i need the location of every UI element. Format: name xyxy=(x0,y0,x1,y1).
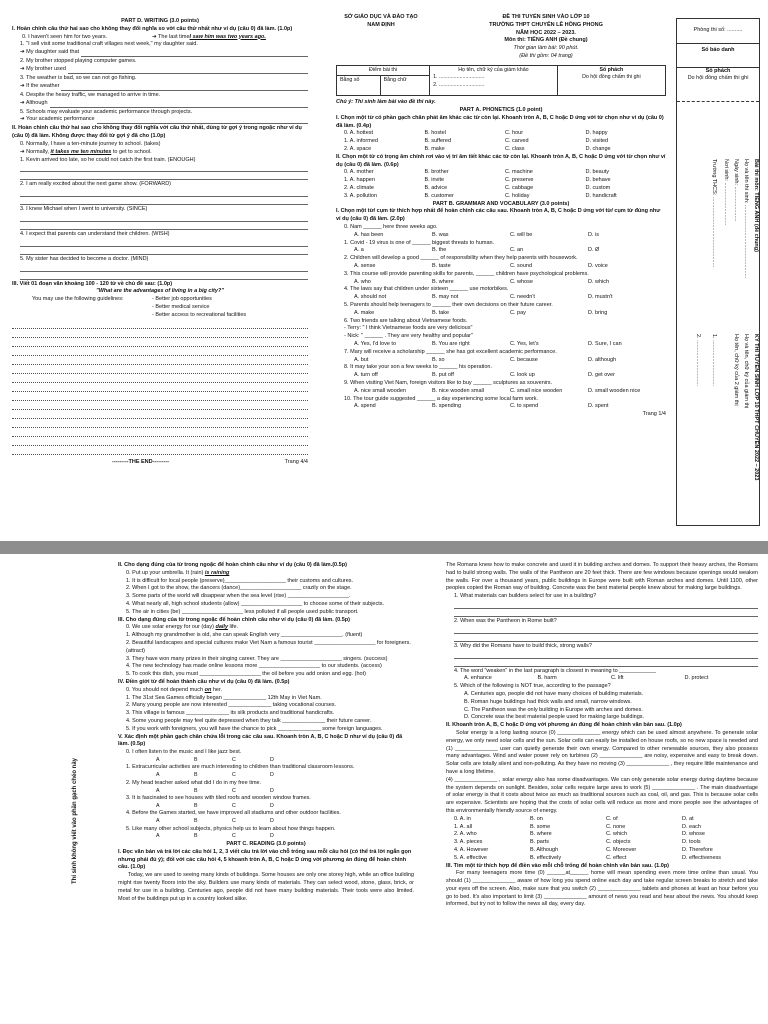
option[interactable]: D. is xyxy=(588,231,599,238)
p2-sec4-heading: IV. Điền giới từ để hoàn thành câu như ví dụ (câu 0) đã làm. (0.5p) xyxy=(118,678,290,685)
example-answer: I saw him was two years ago. xyxy=(189,33,266,40)
department-block xyxy=(336,14,426,61)
reading-q4: 4. The word "weaken" in the last paragraph is closest in meaning to ____________ xyxy=(454,667,656,674)
verb-form-item-3[interactable]: 3. Some parts of the world will disappear when the sea level (rise) ____________________. xyxy=(126,593,351,600)
p2-sec4-example-post: her. xyxy=(211,686,223,693)
room-number[interactable]: Phòng thi số: .......... xyxy=(677,19,759,44)
option[interactable]: A. should not xyxy=(354,294,387,301)
page-number-1: Trang 1/4 xyxy=(642,411,666,418)
note: Chú ý: Thí sinh làm bài vào đề thi này. xyxy=(336,99,436,106)
error-question: 3. It is fascinated to see houses with tiled roofs and wooden window frames. xyxy=(126,795,311,802)
verb-form-item-5[interactable]: 5. The air in cities (be) ____________________ less polluted if all people used public transport. xyxy=(126,608,359,615)
part-d-sec1-example xyxy=(12,34,308,42)
option[interactable]: D. at xyxy=(682,815,694,822)
d1-item-2-q: 2. My brother stopped playing computer games. xyxy=(20,58,137,65)
verb-form-item-2[interactable]: 2. When I got to the show, the dancers (dance)____________________ crazily on the stage. xyxy=(126,585,352,592)
reading-q2: 2. When was the Pantheon in Rome built? xyxy=(454,617,557,624)
margin-exam-name: KỲ THI TUYỂN SINH LỚP 10 THPT CHUYÊN 2022 – 2023 xyxy=(753,334,759,481)
option-letter[interactable]: B xyxy=(194,833,198,840)
error-options[interactable] xyxy=(156,757,414,765)
option[interactable]: D. effectiveness xyxy=(682,854,722,861)
answer-line[interactable] xyxy=(20,215,308,222)
grammar-options[interactable] xyxy=(344,279,666,287)
option[interactable]: B. effectively xyxy=(530,854,562,861)
margin-dob[interactable]: Ngày sinh: ....................... xyxy=(733,159,739,222)
d1-item-3-a: ➔ If the weather xyxy=(20,82,60,89)
option[interactable]: C. because xyxy=(510,356,538,363)
margin-invigilators-note: Họ tên, chữ ký của 2 giám thị xyxy=(733,334,739,406)
option[interactable]: C. pay xyxy=(510,309,526,316)
no-write-notice: Thí sinh không viết vào phần gạch chéo này xyxy=(72,757,78,884)
grammar-question: 8. It may take your son a few weeks to ______ his operation. xyxy=(344,364,492,371)
option[interactable]: B. where xyxy=(530,831,552,838)
p2-sec2-heading: II. Cho dạng đúng của từ trong ngoặc để hoàn chỉnh câu như ví dụ (câu 0) đã làm.(0.5p) xyxy=(118,562,347,568)
option-letter[interactable]: B xyxy=(194,787,198,794)
option[interactable]: B. spending xyxy=(432,403,462,410)
grammar-question: 2. Children will develop a good ______ of responsibility when they help parents with housework. xyxy=(344,255,578,262)
d2-example-prefix: ➔ Normally, xyxy=(20,148,51,155)
option-letter[interactable]: B xyxy=(194,802,198,809)
cloze-row[interactable] xyxy=(454,816,758,824)
option-letter[interactable]: A xyxy=(156,787,160,794)
d2-example-suffix: to get to school. xyxy=(111,148,152,155)
d2-item-3: 3. I knew Michael when I went to university. (SINCE) xyxy=(20,206,148,213)
exam-pages: (Đề thi gồm: 04 trang) xyxy=(519,52,573,59)
option[interactable]: B. was xyxy=(432,231,449,238)
option[interactable]: C. an xyxy=(510,247,524,254)
option-letter[interactable]: D xyxy=(270,833,274,840)
stress-row-2[interactable]: 2. A. climate B. advice C. cabbage D. custom xyxy=(344,185,611,192)
page-number-4: Trang 4/4 xyxy=(284,458,308,465)
grammar-question: 5. Parents should help teenagers to ______ their own decisions on their future career. xyxy=(344,302,553,309)
grammar-options[interactable] xyxy=(344,294,666,302)
margin-invigilators: Họ và tên, chữ ký của giám thị xyxy=(743,334,749,409)
option[interactable]: C. to spend xyxy=(510,403,539,410)
option[interactable]: 0. A. in xyxy=(454,815,471,822)
margin-invigilator-1[interactable]: 1. .............................. xyxy=(711,334,717,386)
option[interactable]: B. You are right xyxy=(432,341,470,347)
option[interactable]: D. spent xyxy=(588,403,609,410)
essay-writing-area[interactable] xyxy=(12,322,308,455)
option[interactable]: D. whose xyxy=(682,831,705,838)
answer-line[interactable] xyxy=(20,165,308,172)
option-letter[interactable]: A xyxy=(156,818,160,825)
p2-sec3-example: 0. We use solar energy for our (day) xyxy=(126,624,216,631)
margin-code-label: Số phách xyxy=(705,67,731,74)
grammar-question: 4. The laws say that children under sixteen ______ use motorbikes. xyxy=(344,286,509,293)
option[interactable]: C. which xyxy=(606,831,628,838)
part-d-sec3-heading: III. Viết 01 đoạn văn khoảng 100 - 120 từ về chủ đề sau: (1.0p) xyxy=(12,280,173,287)
d1-item-4-q: 4. Despite the heavy traffic, we managed to arrive in time. xyxy=(20,91,161,98)
option-letter[interactable]: A xyxy=(156,756,160,763)
verb-form-item-4[interactable]: 4. What nearly all, high school students (allow) ____________________ to choose some of their subjects. xyxy=(126,600,385,607)
option[interactable]: A. make xyxy=(354,309,375,316)
reading-q4-options[interactable]: A. enhance B. harm C. lift D. protect xyxy=(464,675,709,682)
phonetics-row-2[interactable]: 2. A. space B. make C. class D. change xyxy=(344,146,611,153)
grammar-options[interactable] xyxy=(344,232,666,240)
answer-line[interactable] xyxy=(454,602,758,609)
error-options[interactable] xyxy=(156,803,414,811)
exam-title-1: ĐỀ THI TUYỂN SINH VÀO LỚP 10 xyxy=(502,14,590,20)
option-letter[interactable]: D xyxy=(270,802,274,809)
answer-line[interactable] xyxy=(50,101,308,108)
part-d-sec1-items xyxy=(12,41,308,125)
score-numeric[interactable]: Bằng số xyxy=(337,76,381,96)
guideline-2: - Better medical service xyxy=(152,303,210,310)
option[interactable]: D. Therefore xyxy=(682,846,713,853)
exam-time: Thời gian làm bài: 90 phút. xyxy=(513,45,579,52)
option[interactable]: C. sound xyxy=(510,263,533,270)
d1-item-2-a: ➔ My brother used xyxy=(20,65,66,72)
error-options[interactable] xyxy=(156,788,414,796)
error-options[interactable] xyxy=(156,772,414,780)
d1-item-5-a: ➔ Your academic performance xyxy=(20,116,95,123)
word-form-item-3[interactable]: 3. They have won many prizes in their singing career. They are ____________________ singers. (success) xyxy=(126,655,388,662)
cloze-row[interactable] xyxy=(454,847,758,855)
examiners-cell xyxy=(430,65,558,96)
option[interactable]: B. on xyxy=(530,815,543,822)
code-sub: Do hội đồng chấm thi ghi xyxy=(582,74,641,81)
option[interactable]: C. Moreover xyxy=(606,846,637,853)
exam-title-block xyxy=(426,14,666,61)
p2-sec3-example-post: life. xyxy=(228,624,239,631)
solar-passage: Solar energy is a long lasting source (0) ______________ energy which can be used almost anywhere. To generate solar energy, we only need solar cells and the sun. Solar cells can easily be installed on house roofs, so no new space is needed and (1) ______________ user can quietly generate their own energy. Compared to other renewable sources, they also possess many advantages. Wind and water power rely on turbines (2) ______________ are noisy, expensive and easy to break down. Solar cells are totally silent and non-polluting. As they have no moving (3) ______________ , they require little maintenance and have a long lifetime. (4) ______________ , solar energy also has some disadvantages. We can only generate solar energy during daytime because the system depends on sunlight. Besides, solar cells require large area to work (5) ______________ . The main disadvantage of solar energy is that it costs about twice as much as traditional sources such as coal, oil, and gas. This is because solar cells are expensive. Scientists are hoping that the costs of solar cells will reduce as more and more people see the advantages of this environmentally friendly source of energy. xyxy=(446,729,758,814)
option[interactable]: C. whose xyxy=(510,278,533,285)
p2-sec4-example: 0. You should not depend much xyxy=(126,686,205,693)
answer-line[interactable] xyxy=(20,173,308,180)
d2-item-1: 1. Kevin arrived too late, so he could not catch the first train. (ENOUGH) xyxy=(20,156,196,163)
d2-example-answer: it takes me ten minutes xyxy=(50,148,112,155)
option[interactable]: B. nice wooden small xyxy=(432,387,484,394)
part-a-sec2-heading: II. Chọn một từ có trọng âm chính rơi vào vị trí âm tiết khác các từ còn lại. Khoanh tròn A, B, C hoặc D ứng với từ chọn như ví dụ (câu 0) đã làm. (0.6p) xyxy=(336,153,666,168)
candidate-number[interactable]: Số báo danh xyxy=(677,44,759,68)
option[interactable]: A. nice small wooden xyxy=(354,387,406,394)
reading-q5: 5. Which of the following is NOT true, according to the passage? xyxy=(454,683,611,690)
examiners-label: Họ tên, chữ ký của giám khảo xyxy=(458,66,529,73)
margin-subject: Bài thi môn: TIẾNG ANH (đề chung) xyxy=(753,159,759,252)
preposition-item-3[interactable]: 3. This village is famous ______________ its silk products and traditional handicrafts. xyxy=(126,710,335,717)
option-letter[interactable]: C xyxy=(232,772,236,779)
d2-example-q: 0. Normally, I have a ten-minute journey to school. (takes) xyxy=(20,140,161,147)
option[interactable]: B. parts xyxy=(530,839,549,846)
option[interactable]: C. will be xyxy=(510,231,533,238)
option[interactable]: D. small wooden nice xyxy=(588,387,641,394)
part-b-sec1-heading: I. Chọn một từ/ cụm từ thích hợp nhất để hoàn chỉnh các câu sau. Khoanh tròn A, B, C hoặc D ứng với từ/ cụm từ đúng như ví dụ (câu 0) đã làm. (2.0p) xyxy=(336,208,661,223)
answer-line[interactable] xyxy=(454,660,758,667)
option-letter[interactable]: C xyxy=(232,787,236,794)
option[interactable]: C. effect xyxy=(606,854,627,861)
option[interactable]: C. Yes, let's xyxy=(510,341,539,347)
answer-line[interactable] xyxy=(454,627,758,634)
p2-sec3-heading: III. Cho dạng đúng của từ trong ngoặc để hoàn chỉnh câu như ví dụ (câu 0) đã làm. (0.5p) xyxy=(118,616,350,623)
cloze-row[interactable] xyxy=(454,831,758,839)
grammar-options[interactable] xyxy=(344,357,666,365)
option[interactable]: D. voice xyxy=(588,263,608,270)
grammar-items xyxy=(336,224,666,411)
word-form-item-4[interactable]: 4. The new technology has made online lessons more ____________________ to our students. (access) xyxy=(126,663,382,670)
answer-line[interactable] xyxy=(20,248,308,255)
d2-item-2: 2. I am really excited about the next game show. (FORWARD) xyxy=(20,181,172,188)
department-line-1: SỞ GIÁO DỤC VÀ ĐÀO TẠO xyxy=(344,14,418,20)
option[interactable]: 5. A. effective xyxy=(454,854,487,861)
code-cell xyxy=(557,65,665,96)
d1-item-3-q: 3. The weather is bad, so we can not go fishing. xyxy=(20,74,137,81)
part-a-sec2 xyxy=(336,169,666,200)
option[interactable]: 1. A. all xyxy=(454,823,473,830)
option[interactable]: D. get over xyxy=(588,372,615,379)
exam-header xyxy=(336,14,666,61)
option-letter[interactable]: D xyxy=(270,818,274,825)
answer-line[interactable] xyxy=(61,84,308,91)
error-question: 0. I often listen to the music and I like jazz best. xyxy=(126,749,242,756)
answer-line[interactable] xyxy=(20,240,308,247)
option[interactable]: D. each xyxy=(682,823,701,830)
p2-sec2-example-answer: is raining xyxy=(204,569,230,576)
d2-item-4: 4. I expect that parents can understand their children. (WISH) xyxy=(20,230,170,237)
exam-title-4: Môn thi: TIẾNG ANH (Đề chung) xyxy=(504,37,588,44)
option-letter[interactable]: B xyxy=(194,818,198,825)
option[interactable]: A. spend xyxy=(354,403,376,410)
p2-sec2-example: 0. Put up your umbrella. It (rain) xyxy=(126,569,205,576)
option[interactable]: A. who xyxy=(354,278,371,285)
reading-q1: 1. What materials can builders select for use in a building? xyxy=(454,593,597,600)
guideline-3: - Better access to recreational facilities xyxy=(152,311,247,318)
reading-q5-options[interactable]: A. Centuries ago, people did not have many choices of building materials. B. Roman huge buildings had thick walls and small, narrow windows. C. The Pantheon was the only building in Europe with arches and domes. D. Concrete was the best material people used for making large buildings. xyxy=(464,690,645,721)
option[interactable]: B. so xyxy=(432,356,445,363)
option[interactable]: C. objects xyxy=(606,839,631,846)
example-question: 0. I haven't seen him for two years. xyxy=(22,33,108,40)
grammar-options[interactable] xyxy=(344,263,666,271)
exam-page-bottom xyxy=(0,554,768,1024)
page-three-right-column xyxy=(446,562,758,909)
grammar-options[interactable] xyxy=(344,247,666,255)
preposition-item-1[interactable]: 1. The 31st Sea Games officially began ______________ 12th May in Viet Nam. xyxy=(126,694,322,701)
option[interactable]: D. tools xyxy=(682,839,701,846)
cloze-options xyxy=(446,816,758,863)
option-letter[interactable]: B xyxy=(194,772,198,779)
option-letter[interactable]: D xyxy=(270,756,274,763)
option[interactable]: A. Yes, I'd love to xyxy=(354,341,397,347)
answer-line[interactable] xyxy=(454,652,758,659)
error-options[interactable] xyxy=(156,818,414,826)
option-letter[interactable]: C xyxy=(232,802,236,809)
part-a-sec1 xyxy=(336,130,666,153)
error-items xyxy=(118,749,414,841)
reading-q3: 3. Why did the Romans have to build thick, strong walls? xyxy=(454,642,592,649)
error-options[interactable] xyxy=(156,833,414,841)
p2-sec4-example-answer: on xyxy=(204,686,212,693)
option[interactable]: B. the xyxy=(432,247,447,254)
option[interactable]: A. has been xyxy=(354,231,384,238)
p2-sec5-heading: V. Xác định một phần gạch chân chứa lỗi trong các câu sau. Khoanh tròn A, B, C hoặc D như ví dụ (câu 0) đã làm. (0.5p) xyxy=(118,733,403,748)
d1-item-4-a: ➔ Although xyxy=(20,99,48,106)
grammar-question: 3. This course will provide parenting skills for parents, ______ children have psychological problems. xyxy=(344,270,589,277)
d1-item-1-q: 1. "I sell visit some traditional craft villages next week," my daughter said. xyxy=(20,41,198,48)
option[interactable]: B. may not xyxy=(432,294,459,301)
option[interactable]: 3. A. pieces xyxy=(454,839,483,846)
score-words[interactable]: Bằng chữ xyxy=(380,76,429,96)
margin-name[interactable]: Họ và tên thí sinh: ................................................ xyxy=(743,159,749,279)
verb-form-item-1[interactable]: 1. It is difficult for local people (preserve)____________________ their customs and cultures. xyxy=(126,577,354,584)
option[interactable]: C. none xyxy=(606,823,626,830)
cloze-row[interactable] xyxy=(454,839,758,847)
answer-line[interactable] xyxy=(20,223,308,230)
option[interactable]: C. look up xyxy=(510,372,535,379)
score-table xyxy=(336,65,666,97)
d2-item-5: 5. My sister has decided to become a doctor. (MIND) xyxy=(20,255,149,262)
error-question: 1. Extracurricular activities are much interesting to children than traditional classroom lessons. xyxy=(126,764,355,771)
option-letter[interactable]: D xyxy=(270,772,274,779)
stress-row-1[interactable]: 1. A. happen B. invite C. preserve D. behave xyxy=(344,177,611,184)
grammar-question: 7. Mary will receive a scholarship ______ she has got excellent academic performance. xyxy=(344,348,557,355)
option[interactable]: D. which xyxy=(588,278,610,285)
reading-sec2-heading: II. Khoanh tròn A, B, C hoặc D ứng với phương án đúng để hoàn chỉnh văn bản sau. (1.0p) xyxy=(446,722,682,729)
guideline-1: - Better job opportunities xyxy=(152,296,212,303)
option[interactable]: B. Although xyxy=(530,846,559,853)
option-letter[interactable]: D xyxy=(270,787,274,794)
option[interactable]: B. put off xyxy=(432,372,454,379)
answer-line[interactable] xyxy=(454,610,758,617)
error-question: 4. Before the Games started, we have improved all stadiums and other outdoor facilities. xyxy=(126,810,341,817)
phonetics-row-1[interactable]: 1. A. informed B. suffered C. carved D. visited xyxy=(344,138,609,145)
option[interactable]: C. needn't xyxy=(510,294,535,301)
stress-row-3[interactable]: 3. A. pollution B. customer C. holiday D. handicraft xyxy=(344,192,617,199)
option[interactable]: B. some xyxy=(530,823,551,830)
candidate-margin xyxy=(676,18,760,526)
page-three-column xyxy=(118,562,414,903)
example-answer-prefix: ➔ The last time xyxy=(152,33,190,40)
option-letter[interactable]: C xyxy=(232,833,236,840)
grammar-options[interactable] xyxy=(344,310,666,318)
grammar-options[interactable] xyxy=(344,388,666,396)
option[interactable]: A. turn off xyxy=(354,372,378,379)
answer-line[interactable] xyxy=(97,117,308,124)
option[interactable]: C. small nice wooden xyxy=(510,387,563,394)
answer-line[interactable] xyxy=(20,273,308,280)
reading-passage-2: The Romans knew how to make concrete and used it in building arches and domes. To support their heavy arches, the Romans had to build strong walls. The walls of the Pantheon are 20 feet thick. There are few windows because openings would weaken the walls. For over a thousand years, public buildings in Europe were built with Roman arches and domes. Until 1100, other peoples copied the Roman way of building. Concrete was the best material people knew about for making large buildings. xyxy=(446,562,758,592)
grammar-question: 6. Two friends are talking about Vietnamese foods. - Terry: " I think Vietnamese foods are very delicious" - Nick: " ______ . They are very healthy and popular" xyxy=(344,317,473,340)
error-question: 2. My head teacher asked what did I do in my free time. xyxy=(126,779,262,786)
p2-sec3-example-answer: daily xyxy=(215,624,229,631)
grammar-question: 0. Nam ______ here three weeks ago. xyxy=(344,224,438,231)
margin-pob[interactable]: Nơi sinh: ............................ xyxy=(723,159,729,226)
essay-guidelines xyxy=(12,296,308,319)
page-one-column xyxy=(336,14,666,419)
margin-invigilator-2[interactable]: 2. .............................. xyxy=(695,334,701,386)
option-letter[interactable]: A xyxy=(156,833,160,840)
examiner-1[interactable]: 1. ............................... xyxy=(433,74,485,81)
cloze-row[interactable] xyxy=(454,855,758,863)
part-d-sec1-heading: I. Hoàn chỉnh câu thứ hai sao cho không thay đổi nghĩa so với câu thứ nhất như ví dụ (câu 0) đã làm. (1.0p) xyxy=(12,25,293,32)
option[interactable]: B. taste xyxy=(432,263,451,270)
grammar-question: 10. The tour guide suggested ______ a day experiencing some local farm work. xyxy=(344,395,539,402)
grammar-question: 1. Covid - 19 virus is one of ______ biggest threats to human. xyxy=(344,239,495,246)
option[interactable]: D. Ø xyxy=(588,247,600,254)
option[interactable]: B. take xyxy=(432,309,450,316)
phonetics-row-0[interactable]: 0. A. hottest B. hostel C. hour D. happy xyxy=(344,130,608,137)
d1-item-5-q: 5. Schools may evaluate your academic performance through projects. xyxy=(20,108,193,115)
word-form-item-2[interactable]: 2. Beautiful landscapes and special cultures make Viet Nam a famous tourist ____________________ for foreigners. (attract) xyxy=(126,639,411,654)
word-form-item-1[interactable]: 1. Although my grandmother is old, she can speak English very ____________________. (fluent) xyxy=(126,632,363,639)
answer-line[interactable] xyxy=(81,50,308,57)
exam-title-3: NĂM HỌC 2022 – 2023. xyxy=(516,29,576,36)
part-d-sec2-heading: II. Hoàn chỉnh câu thứ hai sao cho không thay đổi nghĩa với câu thứ nhất, dùng từ gợi ý trong ngoặc như ví dụ (câu 0) đã làm. Không được thay đổi từ gợi ý đã cho (1.0p) xyxy=(12,125,302,140)
part-b-title: PART B. GRAMMAR AND VOCABULARY (3.0 points) xyxy=(432,200,570,207)
d1-item-1-a: ➔ My daughter said that xyxy=(20,49,80,56)
option[interactable]: A. a xyxy=(354,247,364,254)
reading-sec3-heading: III. Tìm một từ thích hợp để điền vào mỗi chỗ trống để hoàn chỉnh văn bản sau. (1.0p) xyxy=(446,862,670,869)
option[interactable]: 2. A. who xyxy=(454,831,477,838)
option[interactable]: C. of xyxy=(606,815,618,822)
hatched-margin xyxy=(0,554,110,1024)
option-letter[interactable]: C xyxy=(232,756,236,763)
option[interactable]: 4. A. However xyxy=(454,846,489,853)
option[interactable]: D. mustn't xyxy=(588,294,613,301)
answer-line[interactable] xyxy=(20,198,308,205)
part-d-title: PART D. WRITING (3.0 points) xyxy=(121,18,199,24)
margin-school[interactable]: Trường THCS: .............................................. xyxy=(711,159,717,268)
preposition-item-5[interactable]: 5. If you work with foreigners, you will have the chance to pick ______________ some foreign languages. xyxy=(126,725,383,732)
grammar-options[interactable] xyxy=(344,372,666,380)
option-letter[interactable]: A xyxy=(156,802,160,809)
department-line-2: NAM ĐỊNH xyxy=(367,21,395,28)
exam-title-2: TRƯỜNG THPT CHUYÊN LÊ HỒNG PHONG xyxy=(489,21,603,28)
essay-topic: "What are the advantages of living in a big city?" xyxy=(96,288,224,295)
answer-line[interactable] xyxy=(68,67,308,74)
option-letter[interactable]: A xyxy=(156,772,160,779)
part-a-sec1-heading: I. Chọn một từ có phần gạch chân phát âm khác các từ còn lại. Khoanh tròn A, B, C hoặc D ứng với từ chọn như ví dụ (câu 0) đã làm. (0.4p) xyxy=(336,114,664,129)
option[interactable]: D. bring xyxy=(588,309,608,316)
answer-line[interactable] xyxy=(20,265,308,272)
examiner-2[interactable]: 2. ............................... xyxy=(433,81,485,88)
option[interactable]: A. sense xyxy=(354,263,376,270)
teen-passage: For many teenagers more time (0) ______at______ home will mean spending even more time online than usual. You should (1) ______________ aware of how long you spend online each day and take regular screen breaks to stretch and take your eyes off the screen. Also, make sure that you switch (2) ______________ tablets and phones at least an hour before you go to bed. It's also important to limit (3) ______________ amount of news you read and hear about the news. You should keep informed, but try not to follow the news all day, every day. xyxy=(446,870,758,908)
the-end: ---------THE END--------- xyxy=(112,458,170,465)
code-label: Số phách xyxy=(599,66,624,73)
answer-line[interactable] xyxy=(454,635,758,642)
error-question: 5. Like many other school subjects, physics help us to learn about how things happen. xyxy=(126,825,336,832)
option[interactable]: D. although xyxy=(588,356,617,363)
option-letter[interactable]: B xyxy=(194,756,198,763)
grammar-options[interactable] xyxy=(344,341,666,349)
stress-row-0[interactable]: 0. A. mother B. brother C. machine D. beauty xyxy=(344,169,610,176)
preposition-item-2[interactable]: 2. Many young people are now interested ______________ taking vocational courses. xyxy=(126,702,337,709)
part-c-heading: I. Đọc văn bản và trả lời các câu hỏi 1, 2, 3 viết câu trả lời vào chỗ trống sau mỗi câu hỏi (có thể trả lời ngắn gọn nhưng phải đủ ý); đối với các câu hỏi 4, 5 khoanh tròn A, B, C hoặc D ứng với phương án đúng để hoàn chỉnh câu. (1.0p) xyxy=(118,848,412,871)
part-d-column xyxy=(12,18,308,466)
score-label: Điểm bài thi xyxy=(337,65,430,76)
option-letter[interactable]: C xyxy=(232,818,236,825)
answer-line[interactable] xyxy=(20,190,308,197)
word-form-item-5[interactable]: 5. To cook this dish, you must ____________________ the oil before you add onion and egg. (hot) xyxy=(126,671,366,678)
option[interactable]: D. Sure, I can xyxy=(588,341,622,347)
preposition-item-4[interactable]: 4. Some young people may feel quite depressed when they talk ______________ their future career. xyxy=(126,717,372,724)
grammar-options[interactable] xyxy=(344,403,666,411)
option[interactable]: B. where xyxy=(432,278,454,285)
part-d-sec2 xyxy=(12,141,308,280)
reading-passage-1: Today, we are used to seeing many kinds of buildings. Some houses are only one storey high, while an office building might rise twenty floors into the sky. Builders use many kinds of materials. They can select wood, stone, glass, brick, or metal for use in a building. Centuries ago, people did not have many building materials. Their tools were also limited. Most of the buildings put up in a country looked alike. xyxy=(118,872,414,902)
cloze-row[interactable] xyxy=(454,824,758,832)
option[interactable]: A. but xyxy=(354,356,369,363)
margin-code-sub: Do hội đồng chấm thi ghi xyxy=(687,75,749,82)
part-a-title: PART A. PHONETICS (1.0 point) xyxy=(459,107,543,114)
grammar-question: 9. When visiting Viet Nam, foreign visitors like to buy ______ sculptures as souvenirs. xyxy=(344,379,553,386)
essay-guide-label: You may use the following guidelines: xyxy=(32,296,124,303)
part-c-title: PART C. READING (3.0 points) xyxy=(226,841,306,847)
